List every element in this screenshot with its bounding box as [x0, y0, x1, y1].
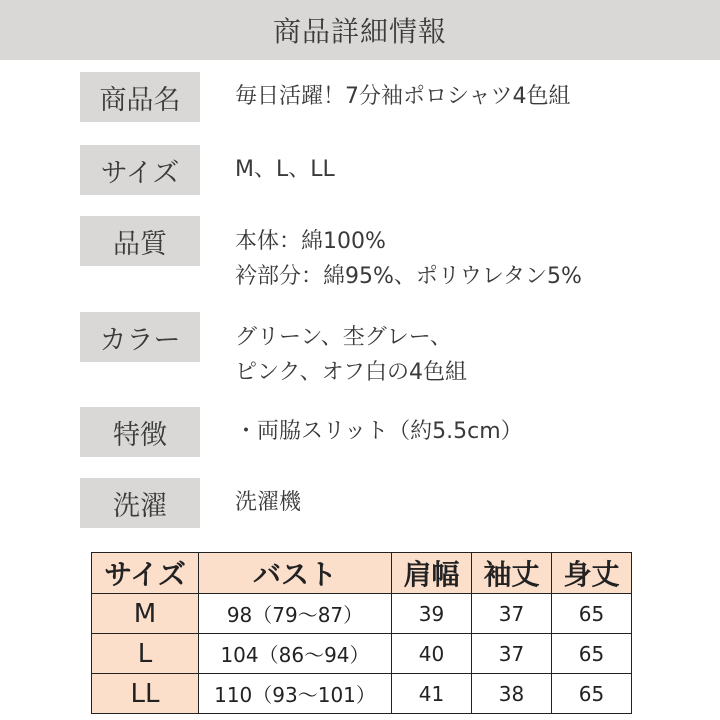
size-table-header: 肩幅 — [392, 553, 472, 594]
size-table-cell: 65 — [552, 634, 632, 674]
detail-value-line: 本体：綿100% — [235, 229, 386, 254]
size-table-cell: 38 — [472, 674, 552, 714]
detail-value-line: 洗濯機 — [235, 490, 302, 515]
size-table-size-cell: L — [92, 634, 199, 674]
detail-value — [235, 320, 467, 390]
page-title: 商品詳細情報 — [272, 15, 447, 48]
size-table-row — [92, 594, 632, 634]
size-table-header: 袖丈 — [472, 553, 552, 594]
size-table-cell: 110（93～101） — [199, 674, 392, 714]
size-table-row — [92, 674, 632, 714]
detail-value-line: M、L、LL — [235, 157, 335, 182]
detail-value-line: 毎日活躍！7分袖ポロシャツ4色組 — [235, 84, 571, 109]
page-header — [0, 0, 720, 60]
detail-row-product-name — [80, 72, 720, 122]
detail-row-washing — [80, 478, 720, 528]
detail-label: 洗濯 — [80, 478, 200, 528]
size-table-cell: 40 — [392, 634, 472, 674]
detail-row-quality — [80, 216, 720, 289]
detail-label: 品質 — [80, 216, 200, 266]
detail-row-size — [80, 145, 720, 195]
detail-value — [235, 79, 571, 114]
size-table-cell: 104（86～94） — [199, 634, 392, 674]
size-table-cell: 37 — [472, 634, 552, 674]
detail-label: 商品名 — [80, 72, 200, 122]
size-table-header: サイズ — [92, 553, 199, 594]
detail-row-features — [80, 407, 720, 457]
size-table-header: バスト — [199, 553, 392, 594]
size-table-header-row — [92, 553, 632, 594]
size-table-cell: 37 — [472, 594, 552, 634]
detail-value-line: グリーン、杢グレー、 — [235, 325, 452, 350]
detail-label: カラー — [80, 312, 200, 362]
size-table-cell: 98（79～87） — [199, 594, 392, 634]
detail-row-color — [80, 312, 720, 385]
detail-value — [235, 485, 301, 520]
detail-value-line: ピンク、オフ白の4色組 — [235, 360, 468, 385]
detail-label: 特徴 — [80, 407, 200, 457]
size-table-row — [92, 634, 632, 674]
size-table-size-cell: LL — [92, 674, 199, 714]
size-table-header: 身丈 — [552, 553, 632, 594]
size-table — [91, 552, 632, 714]
size-table-cell: 65 — [552, 674, 632, 714]
detail-value-line: ・両脇スリット（約5.5cm） — [235, 419, 523, 444]
size-table-cell: 39 — [392, 594, 472, 634]
detail-value — [235, 414, 523, 449]
size-table-cell: 65 — [552, 594, 632, 634]
detail-value — [235, 152, 335, 187]
detail-value — [235, 224, 582, 294]
detail-label: サイズ — [80, 145, 200, 195]
size-table-size-cell: M — [92, 594, 199, 634]
detail-value-line: 衿部分：綿95%、ポリウレタン5% — [235, 264, 582, 289]
size-table-cell: 41 — [392, 674, 472, 714]
